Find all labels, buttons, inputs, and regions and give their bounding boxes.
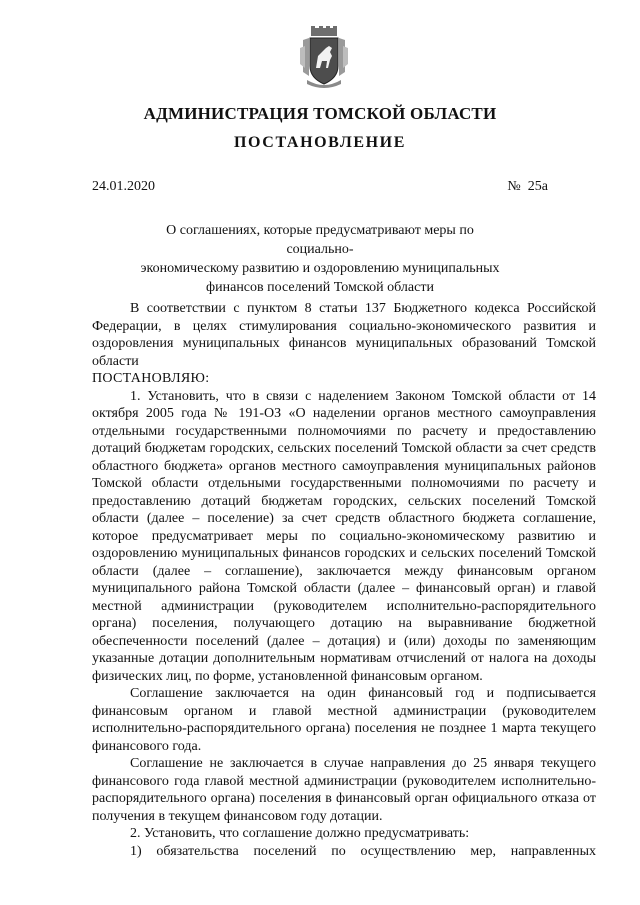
tomsk-coat-of-arms-icon <box>299 26 349 88</box>
decree-word: ПОСТАНОВЛЯЮ: <box>92 371 210 386</box>
paragraph-4: 2. Установить, что соглашение должно предусматривать: <box>130 826 470 841</box>
paragraph-2: Соглашение заключается на один финансовый год и подписывается финансовым органом и главой местной администрации (руководителем исполнительно-распорядительного органа) поселения не позднее 1 марта текущего финансового года. <box>92 686 596 754</box>
document-subject <box>140 221 500 297</box>
preamble-paragraph: В соответствии с пунктом 8 статьи 137 Бюджетного кодекса Российской Федерации, в целях стимулирования социально-экономического развития и оздоровления муниципальных финансов муниципальных образований Томской области <box>92 301 596 369</box>
paragraph-3: Соглашение не заключается в случае направления до 25 января текущего финансового года главой местной администрации (руководителем исполнительно-распорядительного органа) поселения в финансовый орган официального отказа от получения в текущем финансовом году дотации. <box>92 756 596 824</box>
document-number: № 25а <box>507 179 548 194</box>
document-body <box>92 300 596 860</box>
organization-title: АДМИНИСТРАЦИЯ ТОМСКОЙ ОБЛАСТИ <box>143 104 497 123</box>
subject-line: финансов поселений Томской области <box>206 280 434 295</box>
subject-line: экономическому развитию и оздоровлению муниципальных <box>140 261 500 276</box>
document-type: ПОСТАНОВЛЕНИЕ <box>234 134 406 151</box>
subject-line: О соглашениях, которые предусматривают меры по социально- <box>166 223 474 257</box>
paragraph-5: 1) обязательства поселений по осуществлению мер, направленных <box>130 843 596 859</box>
paragraph-1: 1. Установить, что в связи с наделением Законом Томской области от 14 октября 2005 года № 191-ОЗ «О наделении органов местного самоуправления отдельными государственными полномочиями по расчету и предоставлению дотаций бюджетам городских, сельских поселений Томской области за счет средств областного бюджета» органов местного самоуправления муниципальных районов Томской области отдельными государственными полномочиями по расчету и предоставлению дотаций бюджетам городских, сельских поселений Томской области (далее – поселение) за счет средств областного бюджета соглашение, которое предусматривает меры по социально-экономическому развитию и оздоровлению муниципальных финансов городских и сельских поселений Томской области (далее – соглашение), заключается между финансовым органом муниципального района Томской области (далее – финансовый орган) и главой местной администрации (руководителем исполнительно-распорядительного органа) поселения, получающего дотацию на выравнивание бюджетной обеспеченности поселений (далее – дотация) и (или) доходы по заменяющим указанные дотации дополнительным нормативам отчислений от налога на доходы физических лиц, по форме, установленной финансовым органом. <box>92 388 596 684</box>
document-date: 24.01.2020 <box>92 179 155 194</box>
